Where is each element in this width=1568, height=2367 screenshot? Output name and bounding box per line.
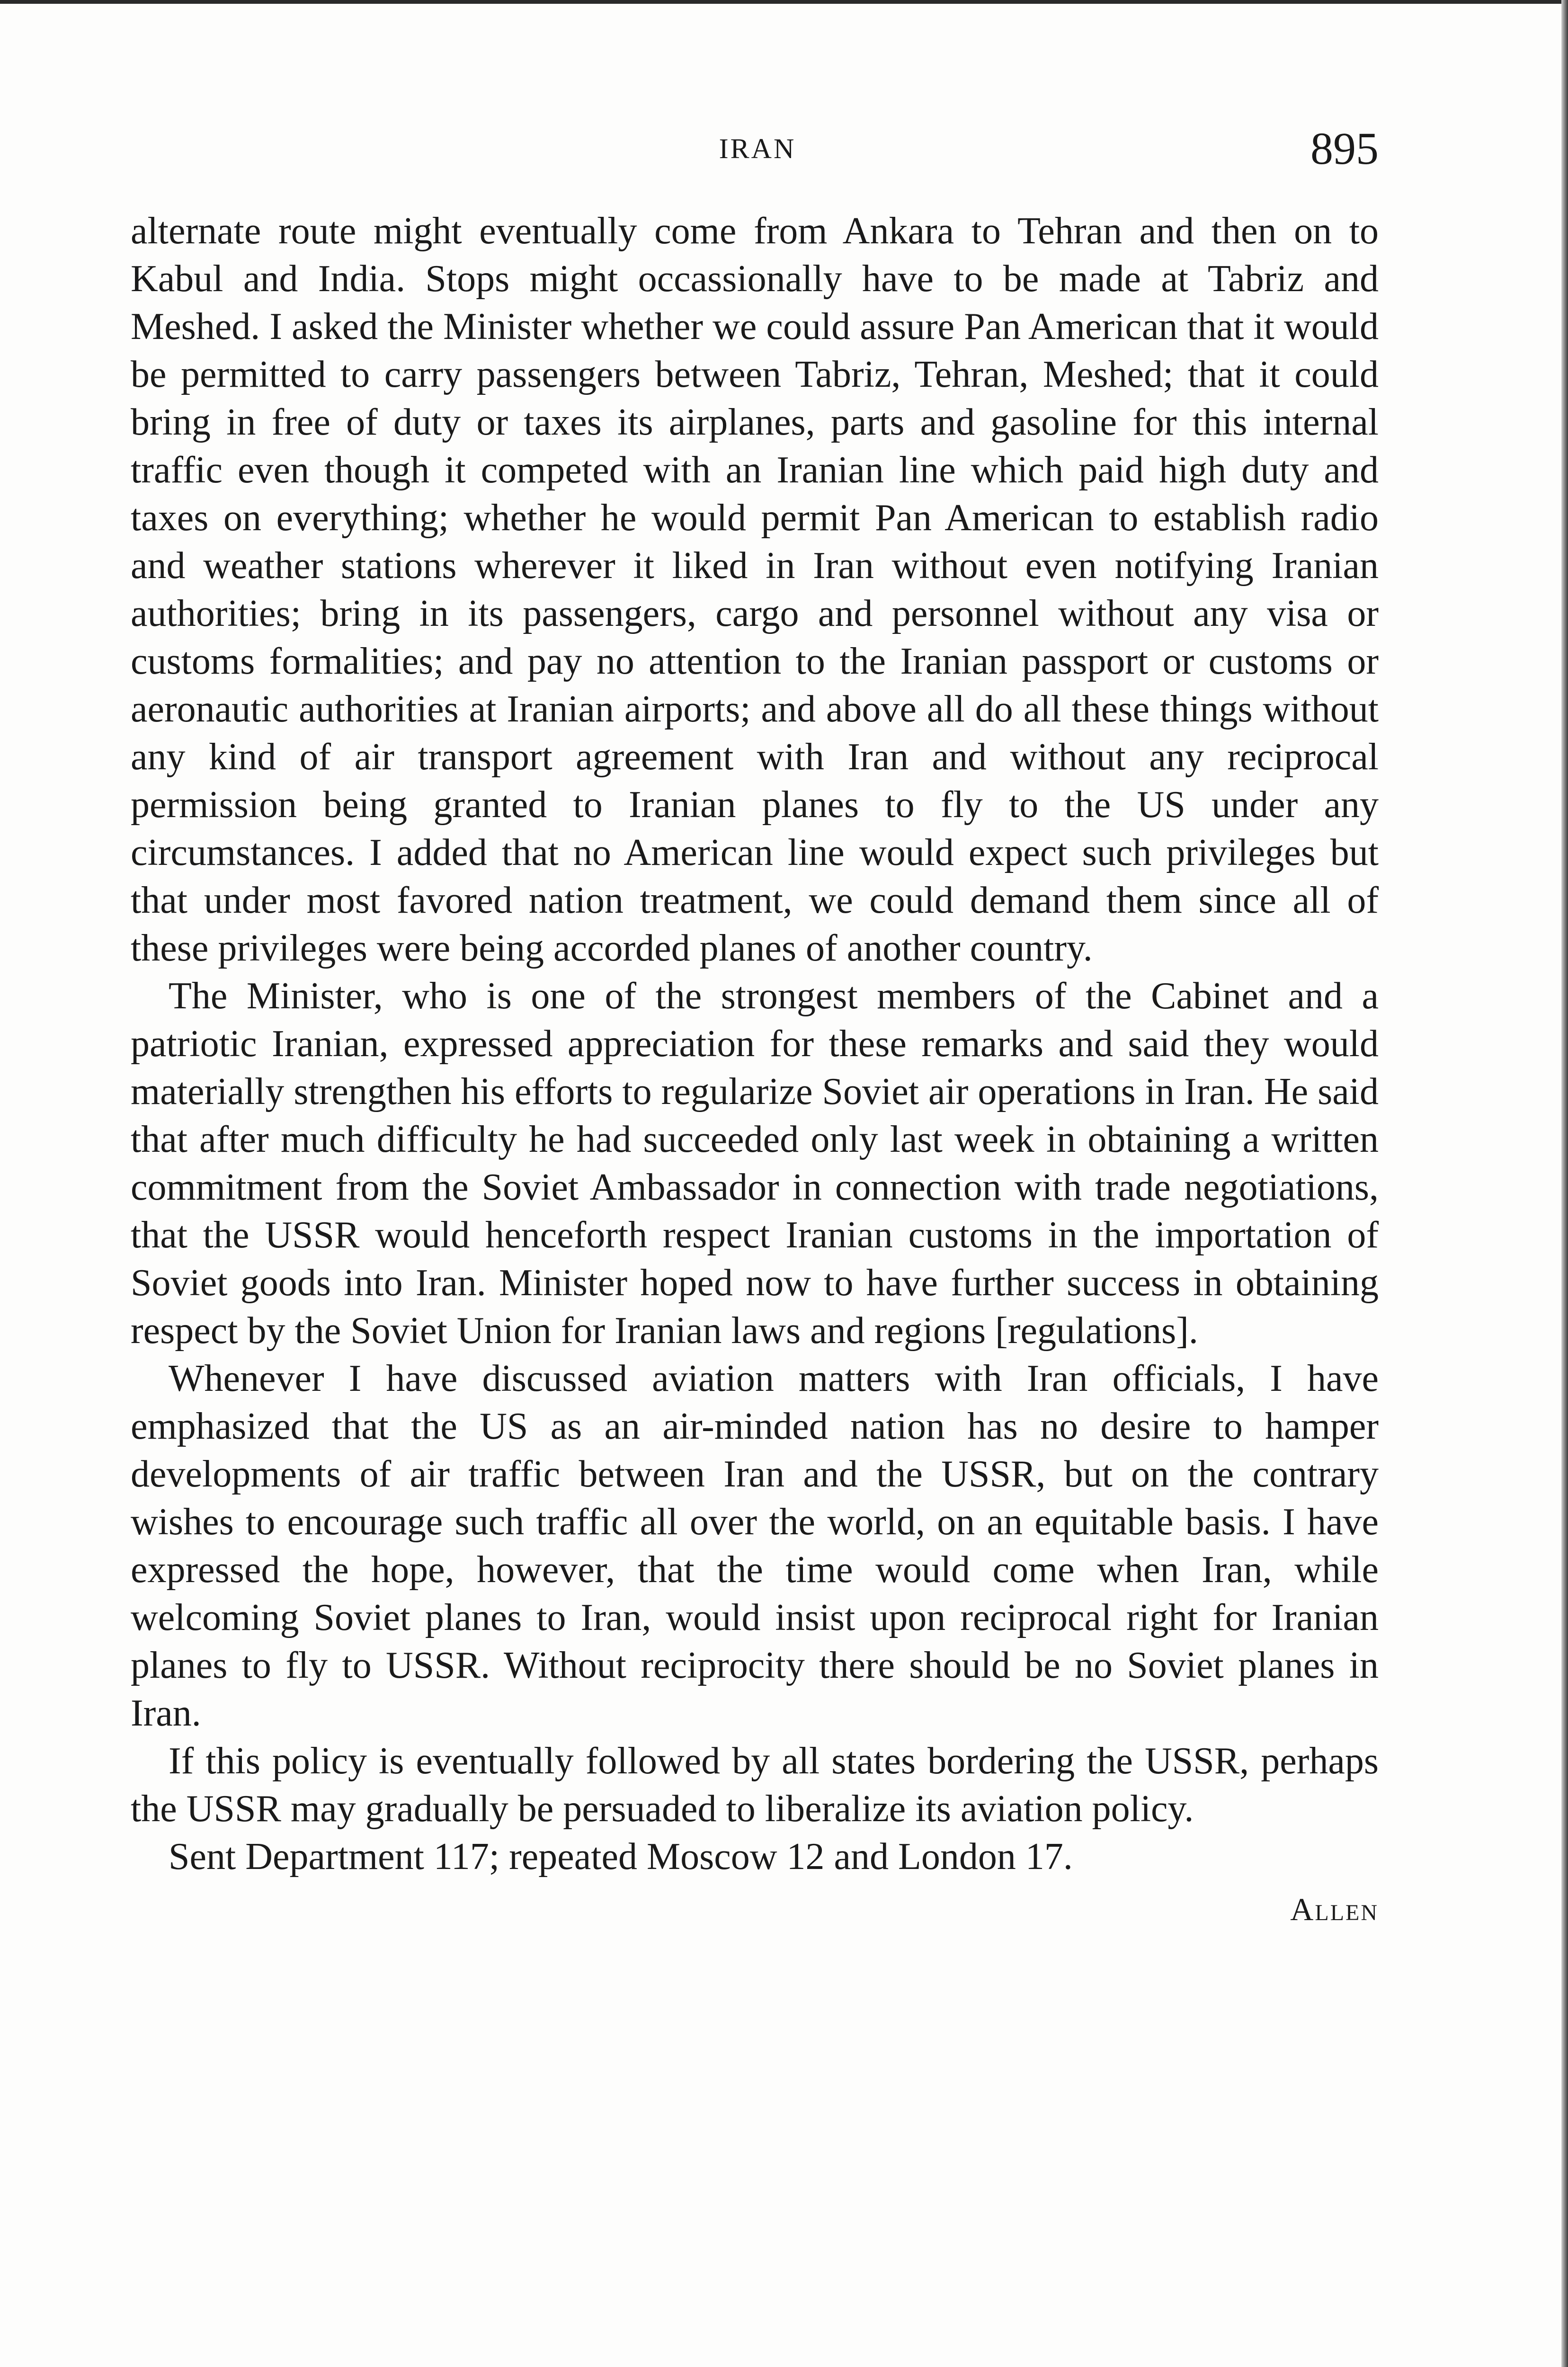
paragraph-minister-response: The Minister, who is one of the strongest members of the Cabinet and a patriotic Iranian, expressed appreciation for these remarks and said they would materially strengthen his efforts to regularize Soviet air operations in Iran. He said that after much difficulty he had succeeded only last week in obtaining a written commitment from the Soviet Ambassador in connection with trade negotiations, that the USSR would henceforth respect Iranian customs in the importation of Soviet goods into Iran. Minister hoped now to have further success in obtaining respect by the Soviet Union for Iranian laws and regions [regulations]. <box>131 975 1379 1352</box>
paragraph-aviation-discussion: Whenever I have discussed aviation matters with Iran officials, I have emphasized that the US as an air-minded nation has no desire to hamper developments of air traffic between Iran and the USSR, but on the contrary wishes to encourage such traffic all over the world, on an equitable basis. I have expressed the hope, however, that the time would come when Iran, while welcoming Soviet planes to Iran, would insist upon reciprocal right for Iranian planes to fly to USSR. Without reciprocity there should be no Soviet planes in Iran. <box>131 1358 1379 1734</box>
running-header <box>0 123 1568 180</box>
paragraph-distribution: Sent Department 117; repeated Moscow 12 and London 17. <box>169 1836 1073 1878</box>
page-edge-shadow <box>1561 0 1568 2367</box>
paragraph-continuation: alternate route might eventually come from Ankara to Tehran and then on to Kabul and India. Stops might occassionally have to be made at Tabriz and Meshed. I asked the Minister whether we could assure Pan American that it would be permitted to carry passengers between Tabriz, Tehran, Meshed; that it could bring in free of duty or taxes its airplanes, parts and gasoline for this internal traffic even though it competed with an Iranian line which paid high duty and taxes on everything; whether he would permit Pan American to establish radio and weather stations wherever it liked in Iran without even notifying Iranian authorities; bring in its passengers, cargo and personnel without any visa or customs formalities; and pay no attention to the Iranian passport or customs or aeronautic authorities at Iranian airports; and above all do all these things without any kind of air transport agreement with Iran and without any reciprocal permission being granted to Iranian planes to fly to the US under any circumstances. I added that no American line would expect such privileges but that under most favored nation treatment, we could demand them since all of these privileges were being accorded planes of another country. <box>131 210 1379 969</box>
running-title: IRAN <box>719 133 796 164</box>
body-text <box>131 207 1379 1933</box>
top-border <box>0 0 1568 4</box>
page-number: 895 <box>1310 123 1379 174</box>
signature: Allen <box>1290 1891 1379 1927</box>
paragraph-policy: If this policy is eventually followed by all states bordering the USSR, perhaps the USSR may gradually be persuaded to liberalize its aviation policy. <box>131 1740 1379 1830</box>
